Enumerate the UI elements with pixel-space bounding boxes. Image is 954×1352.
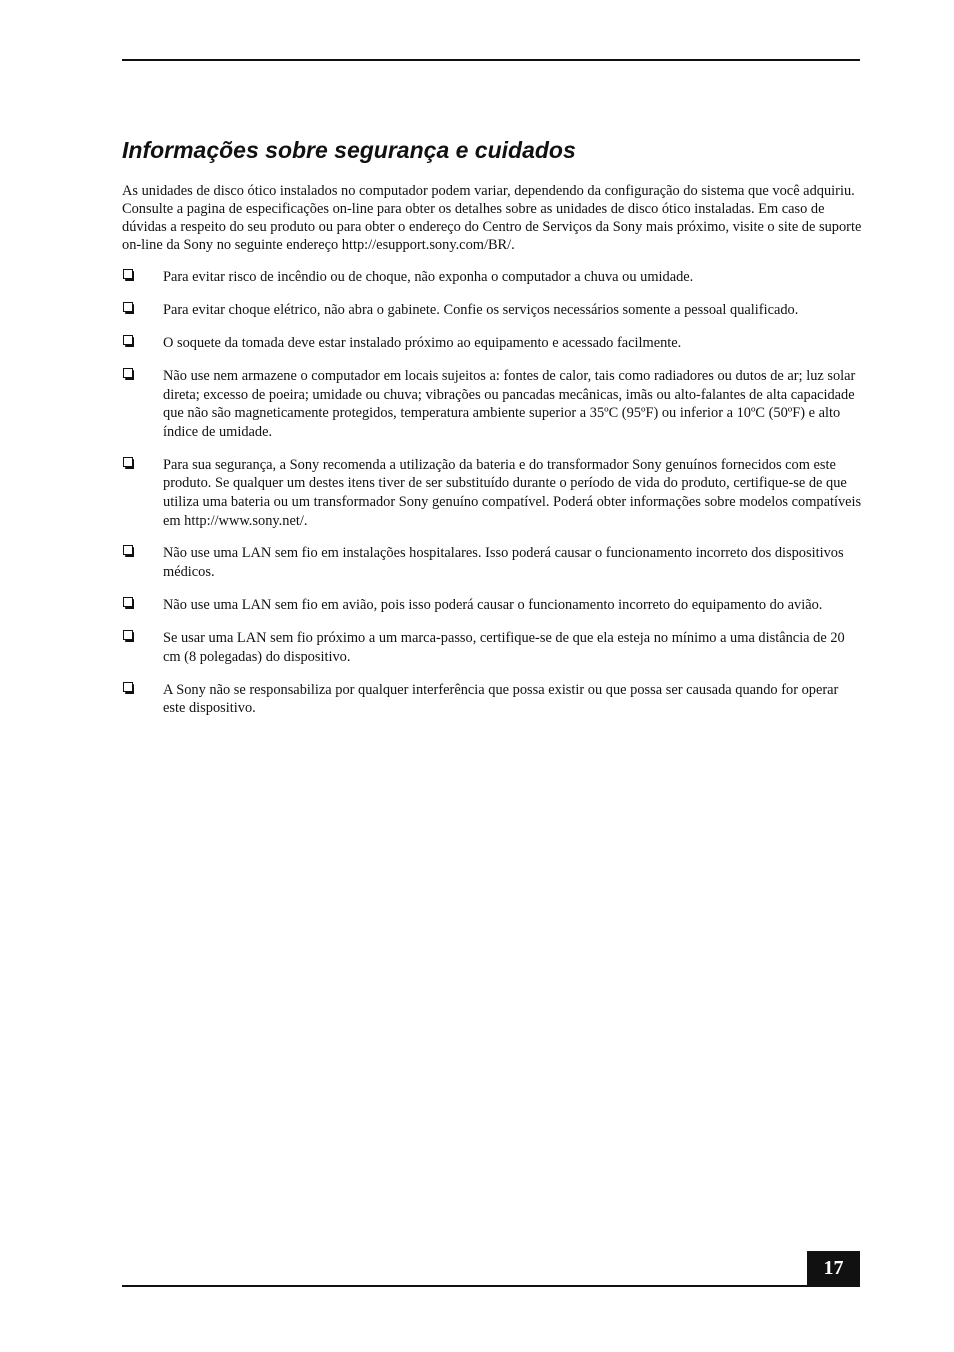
checkbox-bullet-icon bbox=[123, 269, 135, 281]
checkbox-bullet-icon bbox=[123, 368, 135, 380]
list-item-text: Não use uma LAN sem fio em instalações hospitalares. Isso poderá causar o funcionamento incorreto dos dispositivos médicos. bbox=[163, 545, 844, 581]
intro-paragraph: As unidades de disco ótico instalados no computador podem variar, dependendo da configuração do sistema que você adquiriu. Consulte a pagina de especificações on-line para obter os detalhes sobre as unidades de disco ótico instaladas. Em caso de dúvidas a respeito do seu produto ou para obter o endereço do Centro de Serviços da Sony mais próximo, visite o site de suporte on-line da Sony no seguinte endereço http://esupport.sony.com/BR/. bbox=[122, 183, 862, 253]
list-item-text: Para sua segurança, a Sony recomenda a utilização da bateria e do transformador Sony genuínos fornecidos com este produto. Se qualquer um destes itens tiver de ser substituído durante o período de vida do produto, certifique-se de que utiliza uma bateria ou um transformador Sony genuíno compatível. Poderá obter informações sobre modelos compatíveis em http://www.sony.net/. bbox=[163, 456, 862, 529]
list-item bbox=[122, 629, 862, 666]
list-item bbox=[122, 544, 862, 581]
page-title: Informações sobre segurança e cuidados bbox=[122, 137, 576, 163]
list-item bbox=[122, 596, 862, 615]
list-item bbox=[122, 334, 862, 353]
top-rule bbox=[122, 59, 860, 61]
list-item bbox=[122, 268, 862, 287]
checkbox-bullet-icon bbox=[123, 597, 135, 609]
list-item-text: Não use uma LAN sem fio em avião, pois isso poderá causar o funcionamento incorreto do equipamento do avião. bbox=[163, 597, 823, 614]
list-item-text: Se usar uma LAN sem fio próximo a um marca-passo, certifique-se de que ela esteja no mínimo a uma distância de 20 cm (8 polegadas) do dispositivo. bbox=[163, 630, 845, 665]
checkbox-bullet-icon bbox=[123, 545, 135, 557]
safety-list bbox=[122, 268, 862, 732]
checkbox-bullet-icon bbox=[123, 630, 135, 642]
checkbox-bullet-icon bbox=[123, 335, 135, 347]
list-item-text: Para evitar choque elétrico, não abra o gabinete. Confie os serviços necessários somente a pessoal qualificado. bbox=[163, 301, 799, 318]
checkbox-bullet-icon bbox=[123, 682, 135, 694]
list-item-text: Para evitar risco de incêndio ou de choque, não exponha o computador a chuva ou umidade. bbox=[163, 269, 694, 285]
checkbox-bullet-icon bbox=[123, 457, 135, 469]
list-item bbox=[122, 301, 862, 320]
list-item bbox=[122, 681, 862, 718]
list-item-text: Não use nem armazene o computador em locais sujeitos a: fontes de calor, tais como radiadores ou dutos de ar; luz solar direta; excesso de poeira; umidade ou chuva; vibrações ou pancadas mecânicas, imãs ou alto-falantes de alta capacidade que não são magneticamente protegidos, temperatura ambiente superior a 35ºC (95ºF) ou inferior a 10ºC (50ºF) e alto índice de umidade. bbox=[163, 367, 856, 440]
list-item bbox=[122, 456, 862, 530]
list-item-text: A Sony não se responsabiliza por qualquer interferência que possa existir ou que possa ser causada quando for operar este dispositivo. bbox=[163, 681, 839, 717]
page-number: 17 bbox=[807, 1251, 860, 1286]
bottom-rule bbox=[122, 1285, 860, 1287]
checkbox-bullet-icon bbox=[123, 302, 135, 314]
list-item-text: O soquete da tomada deve estar instalado próximo ao equipamento e acessado facilmente. bbox=[163, 334, 682, 351]
list-item bbox=[122, 367, 862, 441]
